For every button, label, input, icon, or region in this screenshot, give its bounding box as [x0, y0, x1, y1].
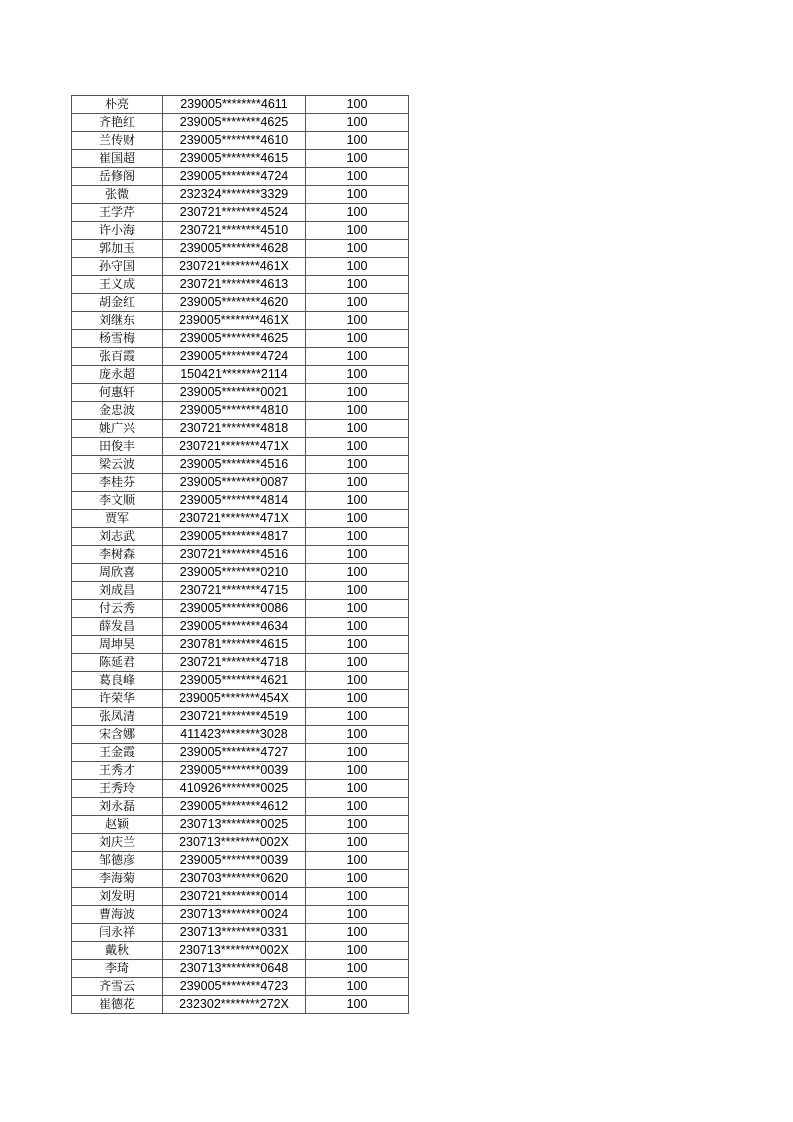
id-number-cell: 239005********4724	[163, 168, 306, 186]
amount-cell: 100	[306, 816, 409, 834]
id-number-cell: 230721********4519	[163, 708, 306, 726]
table-row	[72, 960, 409, 978]
id-number-cell: 239005********0210	[163, 564, 306, 582]
amount-cell: 100	[306, 474, 409, 492]
table-row	[72, 348, 409, 366]
amount-cell: 100	[306, 996, 409, 1014]
name-cell: 梁云波	[72, 456, 163, 474]
amount-cell: 100	[306, 618, 409, 636]
amount-cell: 100	[306, 636, 409, 654]
table-row	[72, 168, 409, 186]
name-cell: 岳修阁	[72, 168, 163, 186]
amount-cell: 100	[306, 924, 409, 942]
id-number-cell: 239005********4620	[163, 294, 306, 312]
id-number-cell: 230713********0024	[163, 906, 306, 924]
amount-cell: 100	[306, 690, 409, 708]
id-number-cell: 239005********4634	[163, 618, 306, 636]
id-number-cell: 239005********0086	[163, 600, 306, 618]
name-cell: 刘庆兰	[72, 834, 163, 852]
amount-cell: 100	[306, 852, 409, 870]
amount-cell: 100	[306, 510, 409, 528]
name-cell: 王金霞	[72, 744, 163, 762]
id-number-cell: 239005********4612	[163, 798, 306, 816]
name-cell: 姚广兴	[72, 420, 163, 438]
amount-cell: 100	[306, 960, 409, 978]
amount-cell: 100	[306, 402, 409, 420]
amount-cell: 100	[306, 780, 409, 798]
table-row	[72, 222, 409, 240]
id-number-cell: 239005********0039	[163, 852, 306, 870]
table-row	[72, 816, 409, 834]
amount-cell: 100	[306, 744, 409, 762]
amount-cell: 100	[306, 834, 409, 852]
name-cell: 何惠轩	[72, 384, 163, 402]
table-row	[72, 834, 409, 852]
roster-table	[71, 95, 409, 1014]
name-cell: 王学芹	[72, 204, 163, 222]
amount-cell: 100	[306, 726, 409, 744]
id-number-cell: 230713********0648	[163, 960, 306, 978]
id-number-cell: 239005********4610	[163, 132, 306, 150]
table-row	[72, 294, 409, 312]
table-row	[72, 942, 409, 960]
id-number-cell: 232302********272X	[163, 996, 306, 1014]
id-number-cell: 230703********0620	[163, 870, 306, 888]
amount-cell: 100	[306, 312, 409, 330]
amount-cell: 100	[306, 870, 409, 888]
id-number-cell: 239005********4814	[163, 492, 306, 510]
amount-cell: 100	[306, 114, 409, 132]
table-row	[72, 762, 409, 780]
table-row	[72, 906, 409, 924]
id-number-cell: 230781********4615	[163, 636, 306, 654]
amount-cell: 100	[306, 654, 409, 672]
table-row	[72, 456, 409, 474]
name-cell: 陈延君	[72, 654, 163, 672]
name-cell: 刘继东	[72, 312, 163, 330]
amount-cell: 100	[306, 420, 409, 438]
table-row	[72, 384, 409, 402]
amount-cell: 100	[306, 942, 409, 960]
amount-cell: 100	[306, 582, 409, 600]
table-row	[72, 492, 409, 510]
id-number-cell: 230721********4524	[163, 204, 306, 222]
id-number-cell: 230721********0014	[163, 888, 306, 906]
id-number-cell: 230721********4818	[163, 420, 306, 438]
roster-table-body	[72, 96, 409, 1014]
name-cell: 刘永磊	[72, 798, 163, 816]
id-number-cell: 230721********4715	[163, 582, 306, 600]
table-row	[72, 186, 409, 204]
name-cell: 葛良峰	[72, 672, 163, 690]
table-row	[72, 564, 409, 582]
id-number-cell: 239005********454X	[163, 690, 306, 708]
name-cell: 付云秀	[72, 600, 163, 618]
table-row	[72, 96, 409, 114]
id-number-cell: 230721********4510	[163, 222, 306, 240]
amount-cell: 100	[306, 276, 409, 294]
name-cell: 王义成	[72, 276, 163, 294]
name-cell: 田俊丰	[72, 438, 163, 456]
id-number-cell: 239005********4625	[163, 114, 306, 132]
table-row	[72, 744, 409, 762]
table-row	[72, 366, 409, 384]
name-cell: 王秀才	[72, 762, 163, 780]
id-number-cell: 239005********4723	[163, 978, 306, 996]
amount-cell: 100	[306, 546, 409, 564]
amount-cell: 100	[306, 258, 409, 276]
id-number-cell: 239005********4516	[163, 456, 306, 474]
id-number-cell: 230721********461X	[163, 258, 306, 276]
table-row	[72, 726, 409, 744]
table-row	[72, 474, 409, 492]
name-cell: 胡金红	[72, 294, 163, 312]
table-row	[72, 618, 409, 636]
id-number-cell: 230721********471X	[163, 510, 306, 528]
amount-cell: 100	[306, 456, 409, 474]
amount-cell: 100	[306, 330, 409, 348]
table-row	[72, 852, 409, 870]
amount-cell: 100	[306, 384, 409, 402]
id-number-cell: 239005********461X	[163, 312, 306, 330]
amount-cell: 100	[306, 204, 409, 222]
amount-cell: 100	[306, 222, 409, 240]
table-row	[72, 690, 409, 708]
name-cell: 周坤昊	[72, 636, 163, 654]
amount-cell: 100	[306, 978, 409, 996]
amount-cell: 100	[306, 798, 409, 816]
name-cell: 杨雪梅	[72, 330, 163, 348]
amount-cell: 100	[306, 528, 409, 546]
name-cell: 李树森	[72, 546, 163, 564]
table-row	[72, 114, 409, 132]
name-cell: 周欣喜	[72, 564, 163, 582]
amount-cell: 100	[306, 672, 409, 690]
name-cell: 李桂芬	[72, 474, 163, 492]
name-cell: 齐艳红	[72, 114, 163, 132]
id-number-cell: 239005********4724	[163, 348, 306, 366]
name-cell: 庞永超	[72, 366, 163, 384]
table-row	[72, 510, 409, 528]
table-row	[72, 204, 409, 222]
id-number-cell: 230713********0025	[163, 816, 306, 834]
name-cell: 崔德花	[72, 996, 163, 1014]
id-number-cell: 239005********4727	[163, 744, 306, 762]
amount-cell: 100	[306, 708, 409, 726]
table-row	[72, 978, 409, 996]
id-number-cell: 239005********4615	[163, 150, 306, 168]
table-row	[72, 672, 409, 690]
name-cell: 王秀玲	[72, 780, 163, 798]
amount-cell: 100	[306, 150, 409, 168]
id-number-cell: 230721********471X	[163, 438, 306, 456]
amount-cell: 100	[306, 906, 409, 924]
id-number-cell: 150421********2114	[163, 366, 306, 384]
name-cell: 贾军	[72, 510, 163, 528]
name-cell: 金忠波	[72, 402, 163, 420]
name-cell: 李琦	[72, 960, 163, 978]
id-number-cell: 239005********4810	[163, 402, 306, 420]
amount-cell: 100	[306, 348, 409, 366]
name-cell: 齐雪云	[72, 978, 163, 996]
id-number-cell: 239005********4817	[163, 528, 306, 546]
amount-cell: 100	[306, 492, 409, 510]
id-number-cell: 239005********4621	[163, 672, 306, 690]
amount-cell: 100	[306, 168, 409, 186]
amount-cell: 100	[306, 186, 409, 204]
table-row	[72, 600, 409, 618]
amount-cell: 100	[306, 564, 409, 582]
table-row	[72, 888, 409, 906]
id-number-cell: 411423********3028	[163, 726, 306, 744]
name-cell: 刘志武	[72, 528, 163, 546]
table-row	[72, 582, 409, 600]
id-number-cell: 239005********4628	[163, 240, 306, 258]
table-row	[72, 438, 409, 456]
name-cell: 曹海波	[72, 906, 163, 924]
amount-cell: 100	[306, 888, 409, 906]
id-number-cell: 239005********4611	[163, 96, 306, 114]
amount-cell: 100	[306, 96, 409, 114]
table-row	[72, 636, 409, 654]
table-row	[72, 132, 409, 150]
table-row	[72, 654, 409, 672]
table-row	[72, 924, 409, 942]
name-cell: 薛发昌	[72, 618, 163, 636]
table-row	[72, 528, 409, 546]
name-cell: 郭加玉	[72, 240, 163, 258]
amount-cell: 100	[306, 600, 409, 618]
name-cell: 赵颖	[72, 816, 163, 834]
name-cell: 张凤清	[72, 708, 163, 726]
name-cell: 邹德彦	[72, 852, 163, 870]
table-row	[72, 402, 409, 420]
table-row	[72, 708, 409, 726]
id-number-cell: 232324********3329	[163, 186, 306, 204]
id-number-cell: 410926********0025	[163, 780, 306, 798]
amount-cell: 100	[306, 294, 409, 312]
id-number-cell: 230721********4516	[163, 546, 306, 564]
name-cell: 崔国超	[72, 150, 163, 168]
table-row	[72, 420, 409, 438]
name-cell: 张微	[72, 186, 163, 204]
id-number-cell: 230713********002X	[163, 834, 306, 852]
table-row	[72, 150, 409, 168]
amount-cell: 100	[306, 366, 409, 384]
name-cell: 闫永祥	[72, 924, 163, 942]
table-row	[72, 798, 409, 816]
id-number-cell: 239005********0021	[163, 384, 306, 402]
amount-cell: 100	[306, 132, 409, 150]
table-row	[72, 312, 409, 330]
table-row	[72, 996, 409, 1014]
table-row	[72, 276, 409, 294]
name-cell: 戴秋	[72, 942, 163, 960]
name-cell: 李海菊	[72, 870, 163, 888]
name-cell: 宋含娜	[72, 726, 163, 744]
id-number-cell: 239005********0039	[163, 762, 306, 780]
name-cell: 许小海	[72, 222, 163, 240]
id-number-cell: 230721********4718	[163, 654, 306, 672]
name-cell: 刘发明	[72, 888, 163, 906]
name-cell: 李文顺	[72, 492, 163, 510]
table-row	[72, 780, 409, 798]
name-cell: 许荣华	[72, 690, 163, 708]
table-row	[72, 258, 409, 276]
id-number-cell: 230721********4613	[163, 276, 306, 294]
amount-cell: 100	[306, 438, 409, 456]
table-row	[72, 240, 409, 258]
id-number-cell: 239005********0087	[163, 474, 306, 492]
table-row	[72, 330, 409, 348]
amount-cell: 100	[306, 240, 409, 258]
id-number-cell: 239005********4625	[163, 330, 306, 348]
name-cell: 兰传财	[72, 132, 163, 150]
id-number-cell: 230713********0331	[163, 924, 306, 942]
table-row	[72, 870, 409, 888]
amount-cell: 100	[306, 762, 409, 780]
name-cell: 刘成昌	[72, 582, 163, 600]
id-number-cell: 230713********002X	[163, 942, 306, 960]
name-cell: 朴亮	[72, 96, 163, 114]
name-cell: 孙守国	[72, 258, 163, 276]
name-cell: 张百霞	[72, 348, 163, 366]
table-row	[72, 546, 409, 564]
